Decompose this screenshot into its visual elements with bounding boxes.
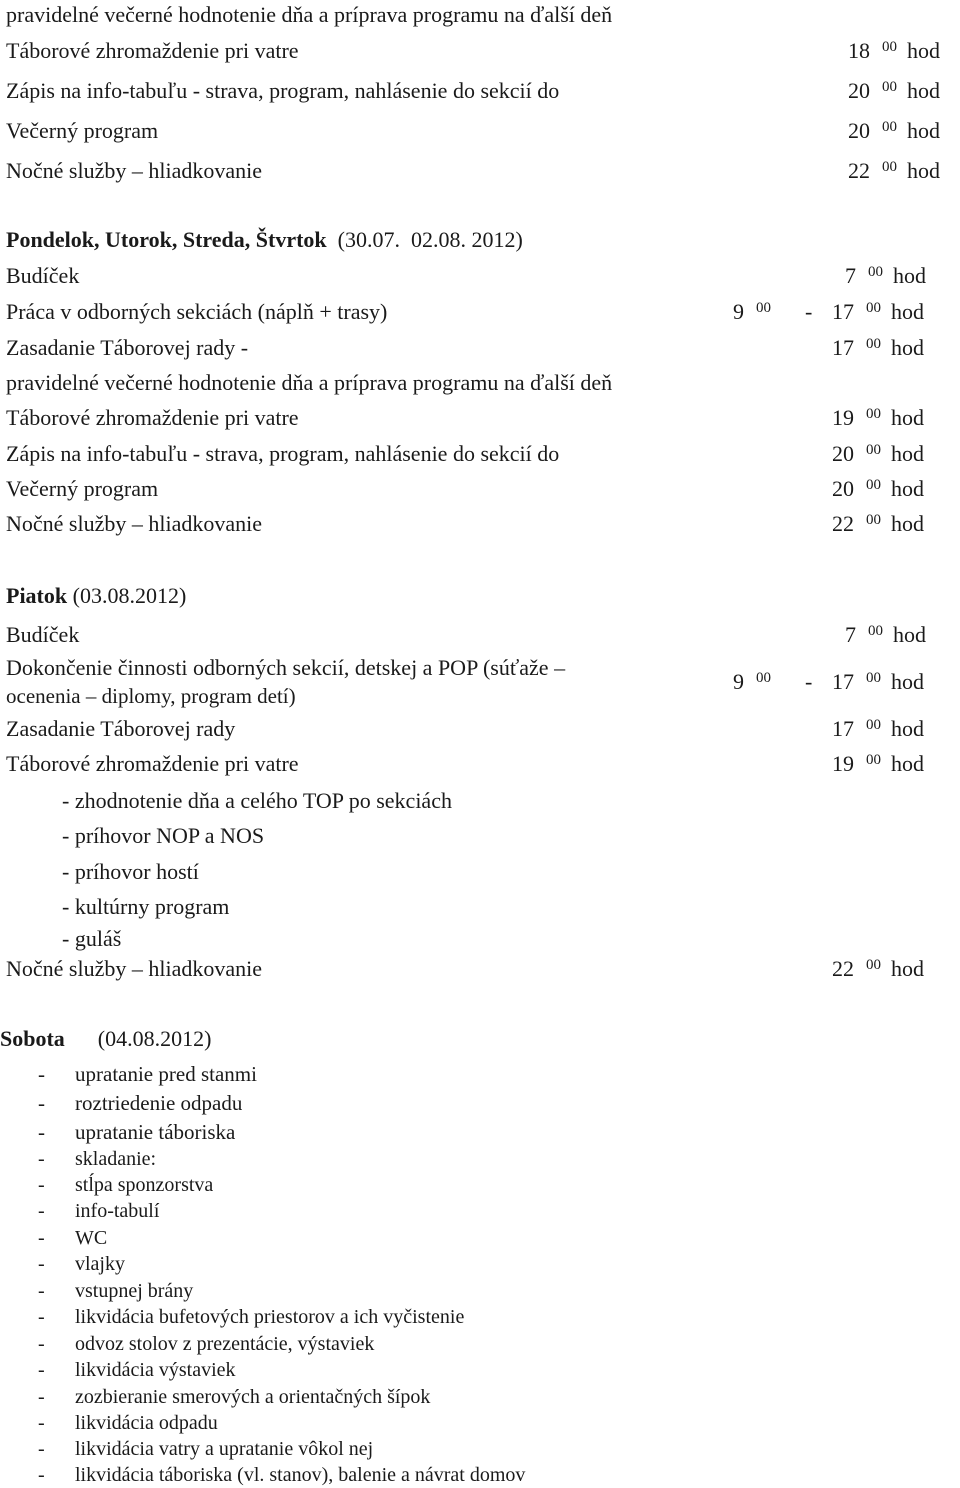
sat-task-item bbox=[38, 1148, 156, 1171]
time-minutes: 00 bbox=[882, 159, 897, 175]
schedule-time bbox=[832, 407, 924, 429]
schedule-label-continued: ocenenia – diplomy, program detí) bbox=[6, 684, 296, 708]
time-hour: 20 bbox=[832, 476, 854, 501]
time-minutes: 00 bbox=[866, 406, 881, 422]
schedule-label: Zasadanie Táborovej rady bbox=[6, 716, 236, 741]
time-unit: hod bbox=[893, 263, 926, 288]
list-dash: - bbox=[38, 1062, 45, 1086]
time-unit: hod bbox=[907, 158, 940, 183]
time-hour: 17 bbox=[832, 335, 854, 360]
sat-task-item bbox=[38, 1200, 159, 1223]
time-hour: 19 bbox=[832, 751, 854, 776]
time-hour: 17 bbox=[832, 669, 854, 694]
sat-task-item bbox=[38, 1464, 525, 1487]
schedule-time bbox=[832, 958, 924, 980]
time-unit: hod bbox=[891, 511, 924, 536]
list-dash: - bbox=[38, 1280, 45, 1302]
time-minutes: 00 bbox=[866, 512, 881, 528]
schedule-time bbox=[832, 718, 924, 740]
fri-subitem: - príhovor hostí bbox=[62, 859, 199, 884]
time-hour: 19 bbox=[832, 405, 854, 430]
sat-task-text: vstupnej brány bbox=[75, 1280, 194, 1302]
sat-task-item bbox=[38, 1359, 236, 1382]
sat-task-item bbox=[38, 1280, 193, 1303]
list-dash: - bbox=[38, 1359, 45, 1381]
sat-task-item bbox=[38, 1412, 218, 1435]
schedule-time bbox=[832, 337, 924, 359]
schedule-time bbox=[832, 753, 924, 775]
time-unit: hod bbox=[891, 405, 924, 430]
schedule-time bbox=[832, 443, 924, 465]
time-minutes: 00 bbox=[866, 957, 881, 973]
time-hour: 9 bbox=[733, 299, 744, 324]
time-minutes: 00 bbox=[882, 79, 897, 95]
schedule-time bbox=[832, 671, 924, 693]
sat-task-text: likvidácia táboriska (vl. stanov), balenie a návrat domov bbox=[75, 1464, 526, 1486]
schedule-time bbox=[832, 301, 924, 323]
schedule-label: Budíček bbox=[6, 263, 80, 288]
sat-task-text: likvidácia bufetových priestorov a ich vyčistenie bbox=[75, 1306, 465, 1328]
schedule-label: Zasadanie Táborovej rady - bbox=[6, 335, 249, 360]
section-heading-fri bbox=[6, 583, 186, 609]
time-minutes: 00 bbox=[866, 336, 881, 352]
sat-task-text: upratanie pred stanmi bbox=[75, 1062, 257, 1086]
list-dash: - bbox=[38, 1227, 45, 1249]
time-hour: 18 bbox=[848, 38, 870, 63]
sat-task-item bbox=[38, 1306, 464, 1329]
time-minutes: 00 bbox=[866, 477, 881, 493]
time-minutes: 00 bbox=[866, 717, 881, 733]
time-unit: hod bbox=[891, 476, 924, 501]
fri-subitem: - kultúrny program bbox=[62, 894, 230, 919]
time-unit: hod bbox=[907, 118, 940, 143]
sat-task-item bbox=[38, 1333, 374, 1356]
list-dash: - bbox=[38, 1412, 45, 1434]
section-title: Piatok bbox=[6, 583, 68, 608]
sat-task-text: vlajky bbox=[75, 1253, 125, 1275]
time-minutes: 00 bbox=[868, 264, 883, 280]
time-hour: 20 bbox=[848, 118, 870, 143]
time-unit: hod bbox=[891, 716, 924, 741]
section-title: Sobota bbox=[0, 1026, 65, 1051]
sat-task-item bbox=[38, 1386, 430, 1409]
section-date: (30.07. 02.08. 2012) bbox=[326, 227, 523, 252]
time-minutes: 00 bbox=[866, 752, 881, 768]
time-range-separator: - bbox=[805, 299, 813, 324]
time-unit: hod bbox=[891, 299, 924, 324]
list-dash: - bbox=[38, 1253, 45, 1275]
schedule-label: pravidelné večerné hodnotenie dňa a príprava programu na ďalší deň bbox=[6, 370, 613, 395]
list-dash: - bbox=[38, 1091, 45, 1115]
list-dash: - bbox=[38, 1148, 45, 1170]
sat-task-text: WC bbox=[75, 1227, 108, 1249]
sat-task-item bbox=[38, 1227, 107, 1250]
schedule-label: Večerný program bbox=[6, 476, 159, 501]
sat-task-text: skladanie: bbox=[75, 1148, 157, 1170]
section-heading-mon-thu bbox=[6, 227, 523, 253]
list-dash: - bbox=[38, 1306, 45, 1328]
schedule-label: Nočné služby – hliadkovanie bbox=[6, 158, 262, 183]
sat-task-text: odvoz stolov z prezentácie, výstaviek bbox=[75, 1333, 375, 1355]
schedule-time bbox=[845, 624, 926, 646]
sat-task-text: likvidácia výstaviek bbox=[75, 1359, 236, 1381]
schedule-label: Zápis na info-tabuľu - strava, program, nahlásenie do sekcií do bbox=[6, 441, 560, 466]
sat-task-item bbox=[38, 1120, 235, 1145]
sat-task-item bbox=[38, 1062, 257, 1087]
list-dash: - bbox=[38, 1333, 45, 1355]
schedule-label: Táborové zhromaždenie pri vatre bbox=[6, 38, 299, 63]
list-dash: - bbox=[38, 1386, 45, 1408]
time-unit: hod bbox=[907, 38, 940, 63]
section-title: Pondelok, Utorok, Streda, Štvrtok bbox=[6, 227, 327, 252]
schedule-time bbox=[832, 513, 924, 535]
schedule-label: Táborové zhromaždenie pri vatre bbox=[6, 405, 299, 430]
time-range-start bbox=[733, 671, 781, 693]
time-range-start bbox=[733, 301, 781, 323]
schedule-label: Dokončenie činnosti odborných sekcií, detskej a POP (súťaže – bbox=[6, 655, 566, 680]
time-hour: 7 bbox=[845, 622, 856, 647]
section-heading-sat bbox=[0, 1026, 211, 1052]
schedule-label: Večerný program bbox=[6, 118, 159, 143]
sat-task-text: zozbieranie smerových a orientačných šípok bbox=[75, 1386, 431, 1408]
sat-task-text: info-tabulí bbox=[75, 1200, 160, 1222]
schedule-label: Zápis na info-tabuľu - strava, program, nahlásenie do sekcií do bbox=[6, 78, 560, 103]
list-dash: - bbox=[38, 1464, 45, 1486]
time-minutes: 00 bbox=[756, 300, 771, 316]
time-unit: hod bbox=[907, 78, 940, 103]
time-unit: hod bbox=[891, 441, 924, 466]
evening-review-line: pravidelné večerné hodnotenie dňa a príprava programu na ďalší deň bbox=[6, 2, 613, 27]
sat-task-text: likvidácia vatry a upratanie vôkol nej bbox=[75, 1438, 374, 1460]
list-dash: - bbox=[38, 1438, 45, 1460]
time-minutes: 00 bbox=[866, 442, 881, 458]
time-hour: 22 bbox=[832, 956, 854, 981]
time-hour: 20 bbox=[848, 78, 870, 103]
schedule-label: Práca v odborných sekciách (náplň + trasy) bbox=[6, 299, 388, 324]
time-unit: hod bbox=[893, 622, 926, 647]
list-dash: - bbox=[38, 1120, 45, 1144]
sat-task-text: upratanie táboriska bbox=[75, 1120, 236, 1144]
time-hour: 7 bbox=[845, 263, 856, 288]
schedule-label: Nočné služby – hliadkovanie bbox=[6, 511, 262, 536]
time-hour: 17 bbox=[832, 299, 854, 324]
schedule-time bbox=[848, 120, 940, 142]
sat-task-text: likvidácia odpadu bbox=[75, 1412, 218, 1434]
time-hour: 9 bbox=[733, 669, 744, 694]
time-hour: 22 bbox=[848, 158, 870, 183]
sat-task-item bbox=[38, 1174, 213, 1197]
schedule-label: Táborové zhromaždenie pri vatre bbox=[6, 751, 299, 776]
section-date: (04.08.2012) bbox=[64, 1026, 212, 1051]
sat-task-text: roztriedenie odpadu bbox=[75, 1091, 243, 1115]
schedule-time bbox=[832, 478, 924, 500]
time-unit: hod bbox=[891, 956, 924, 981]
time-minutes: 00 bbox=[866, 670, 881, 686]
list-dash: - bbox=[38, 1174, 45, 1196]
fri-subitem: - guláš bbox=[62, 926, 122, 951]
time-hour: 17 bbox=[832, 716, 854, 741]
time-unit: hod bbox=[891, 669, 924, 694]
schedule-time bbox=[848, 160, 940, 182]
time-minutes: 00 bbox=[868, 623, 883, 639]
list-dash: - bbox=[38, 1200, 45, 1222]
time-range-separator: - bbox=[805, 669, 813, 694]
schedule-label: Nočné služby – hliadkovanie bbox=[6, 956, 262, 981]
time-hour: 22 bbox=[832, 511, 854, 536]
fri-subitem: - zhodnotenie dňa a celého TOP po sekciách bbox=[62, 788, 452, 813]
sat-task-item bbox=[38, 1253, 125, 1276]
time-minutes: 00 bbox=[882, 39, 897, 55]
fri-subitem: - príhovor NOP a NOS bbox=[62, 823, 265, 848]
sat-task-text: stĺpa sponzorstva bbox=[75, 1174, 214, 1196]
schedule-time bbox=[848, 80, 940, 102]
sat-task-item bbox=[38, 1091, 242, 1116]
time-unit: hod bbox=[891, 335, 924, 360]
time-minutes: 00 bbox=[866, 300, 881, 316]
schedule-time bbox=[845, 265, 926, 287]
schedule-time bbox=[848, 40, 940, 62]
sat-task-item bbox=[38, 1438, 373, 1461]
time-minutes: 00 bbox=[882, 119, 897, 135]
section-date: (03.08.2012) bbox=[67, 583, 187, 608]
time-unit: hod bbox=[891, 751, 924, 776]
time-hour: 20 bbox=[832, 441, 854, 466]
time-minutes: 00 bbox=[756, 670, 771, 686]
schedule-label: Budíček bbox=[6, 622, 80, 647]
